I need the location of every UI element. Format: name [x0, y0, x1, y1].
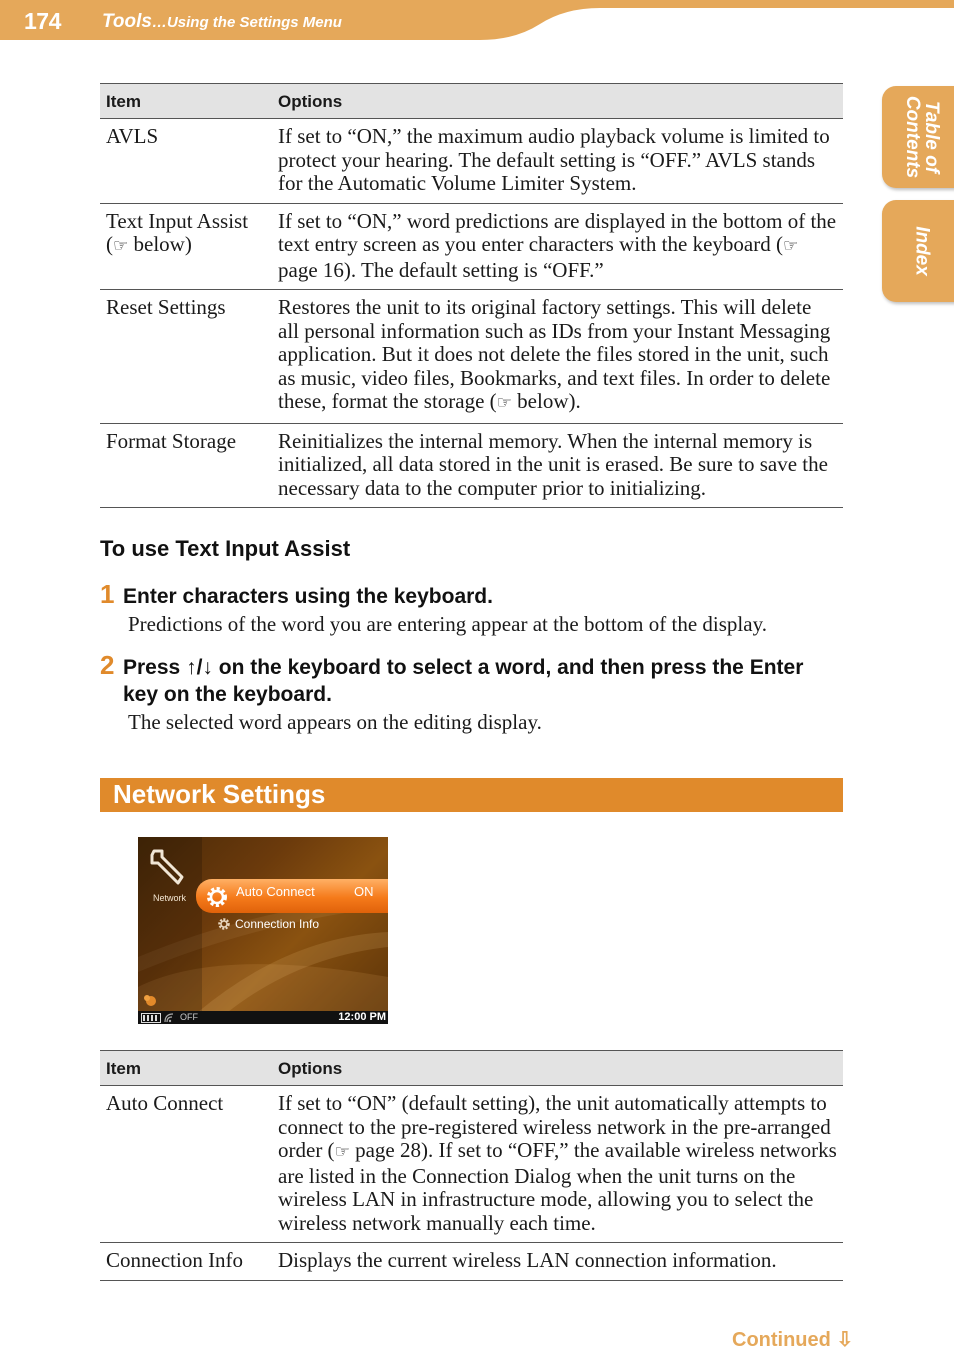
row-options — [272, 203, 843, 290]
table-row — [100, 1243, 843, 1281]
header-section: Tools — [102, 11, 152, 32]
cross-ref-link[interactable]: below — [517, 389, 569, 413]
auto-connect-value: ON — [354, 884, 374, 899]
wifi-icon — [164, 1012, 178, 1023]
row-options — [272, 290, 843, 424]
table-row — [100, 119, 843, 204]
menu-item-connection-info[interactable]: Connection Info — [235, 917, 320, 931]
row-options: Displays the current wireless LAN connection information. — [272, 1243, 843, 1281]
row-options: Reinitializes the internal memory. When the internal memory is initialized, all data stored in the unit is erased. Be sure to save the necessary data to the computer prior to initializing. — [272, 423, 843, 508]
cross-ref-link[interactable]: page 16 — [278, 257, 344, 282]
table-row — [100, 290, 843, 424]
step-1-description: Predictions of the word you are entering appear at the bottom of the display. — [128, 612, 767, 636]
step-2-instruction — [123, 654, 823, 708]
table-row — [100, 1086, 843, 1243]
device-screenshot — [138, 837, 388, 1024]
table-header-row — [100, 84, 843, 119]
column-header-item: Item — [100, 84, 272, 119]
device-category-label: Network — [153, 893, 187, 903]
options-text: ). The default setting is “OFF.” — [343, 257, 604, 282]
row-item: Auto Connect — [100, 1086, 272, 1243]
arrow-down-icon: ⇩ — [836, 1329, 854, 1351]
cross-ref-link[interactable]: below — [133, 232, 185, 256]
gear-icon — [204, 884, 230, 910]
header-title — [102, 11, 342, 33]
page-header — [0, 0, 954, 40]
auto-connect-label: Auto Connect — [236, 884, 315, 899]
row-item: Text Input Assist (☞ below) — [100, 203, 272, 290]
network-settings-table — [100, 1050, 843, 1281]
network-settings-section-bar — [100, 778, 843, 812]
step-number-2: 2 — [100, 650, 115, 680]
wrench-icon — [148, 847, 186, 887]
step-2-text-a: Press — [123, 656, 187, 679]
status-bar — [138, 1011, 388, 1024]
clock-label: 12:00 PM — [338, 1011, 386, 1023]
row-options: If set to “ON,” the maximum audio playback volume is limited to protect your hearing. The default setting is “OFF.” AVLS stands for the Automatic Volume Limiter System. — [272, 119, 843, 204]
step-2-description: The selected word appears on the editing display. — [128, 710, 542, 734]
cross-ref-link[interactable]: page 28 — [355, 1138, 421, 1162]
options-text: ). If set to “OFF,” the available wireless networks are listed in the Connection Dialog when the unit turns on the wireless LAN in infrastructure mode, allowing you to select the wireless network manually each time. — [278, 1138, 837, 1235]
settings-table — [100, 83, 843, 508]
options-text: If set to “ON” (default setting), the unit automatically attempts to connect to the pre-registered wireless network in the pre-arranged order ( — [278, 1091, 831, 1162]
column-header-options: Options — [272, 84, 843, 119]
row-item-label: Text Input Assist — [106, 208, 249, 233]
continued-link[interactable] — [732, 1327, 853, 1352]
settings-home-icon — [142, 993, 160, 1009]
tab-index[interactable] — [882, 200, 954, 302]
options-text: ). — [568, 389, 581, 413]
row-item: Reset Settings — [100, 290, 272, 424]
step-number-1: 1 — [100, 579, 115, 609]
page-ref-icon: ☞ — [496, 393, 512, 413]
column-header-options: Options — [272, 1051, 843, 1086]
text-input-assist-heading: To use Text Input Assist — [100, 536, 351, 561]
wifi-status-label: OFF — [180, 1012, 198, 1022]
section-title: Network Settings — [113, 779, 326, 809]
options-text: Restores the unit to its original factory settings. This will delete all personal information such as IDs from your Instant Messaging application. But it does not delete the files stored in the unit, such as music, video files, Bookmarks, and text files. In order to delete these, format the storage ( — [278, 295, 831, 413]
options-text: If set to “ON,” word predictions are displayed in the bottom of the text entry screen as you enter characters with the keyboard ( — [278, 208, 837, 256]
table-row — [100, 203, 843, 290]
page-ref-icon: ☞ — [782, 236, 799, 256]
page-ref-icon: ☞ — [113, 236, 129, 256]
header-subtitle: Using the Settings Menu — [166, 14, 342, 31]
column-header-item: Item — [100, 1051, 272, 1086]
tab-table-of-contents[interactable] — [882, 86, 954, 188]
row-item: Format Storage — [100, 423, 272, 508]
gear-icon — [217, 917, 231, 931]
continued-label: Continued — [732, 1329, 831, 1351]
row-item: AVLS — [100, 119, 272, 204]
step-2-text-b: on the keyboard to select a word, and then press the Enter key on the keyboard. — [123, 656, 804, 706]
table-header-row — [100, 1051, 843, 1086]
row-options — [272, 1086, 843, 1243]
tab-index-label: Index — [911, 226, 933, 276]
step-1-instruction: Enter characters using the keyboard. — [123, 585, 493, 608]
battery-icon — [141, 1013, 161, 1023]
row-item: Connection Info — [100, 1243, 272, 1281]
page-number: 174 — [24, 8, 61, 34]
page-ref-icon: ☞ — [334, 1142, 350, 1162]
tab-toc-label: Table of Contents — [902, 95, 942, 179]
up-down-arrow-icon: ↑/↓ — [186, 656, 213, 679]
header-ellipsis: … — [151, 14, 167, 31]
table-row — [100, 423, 843, 508]
